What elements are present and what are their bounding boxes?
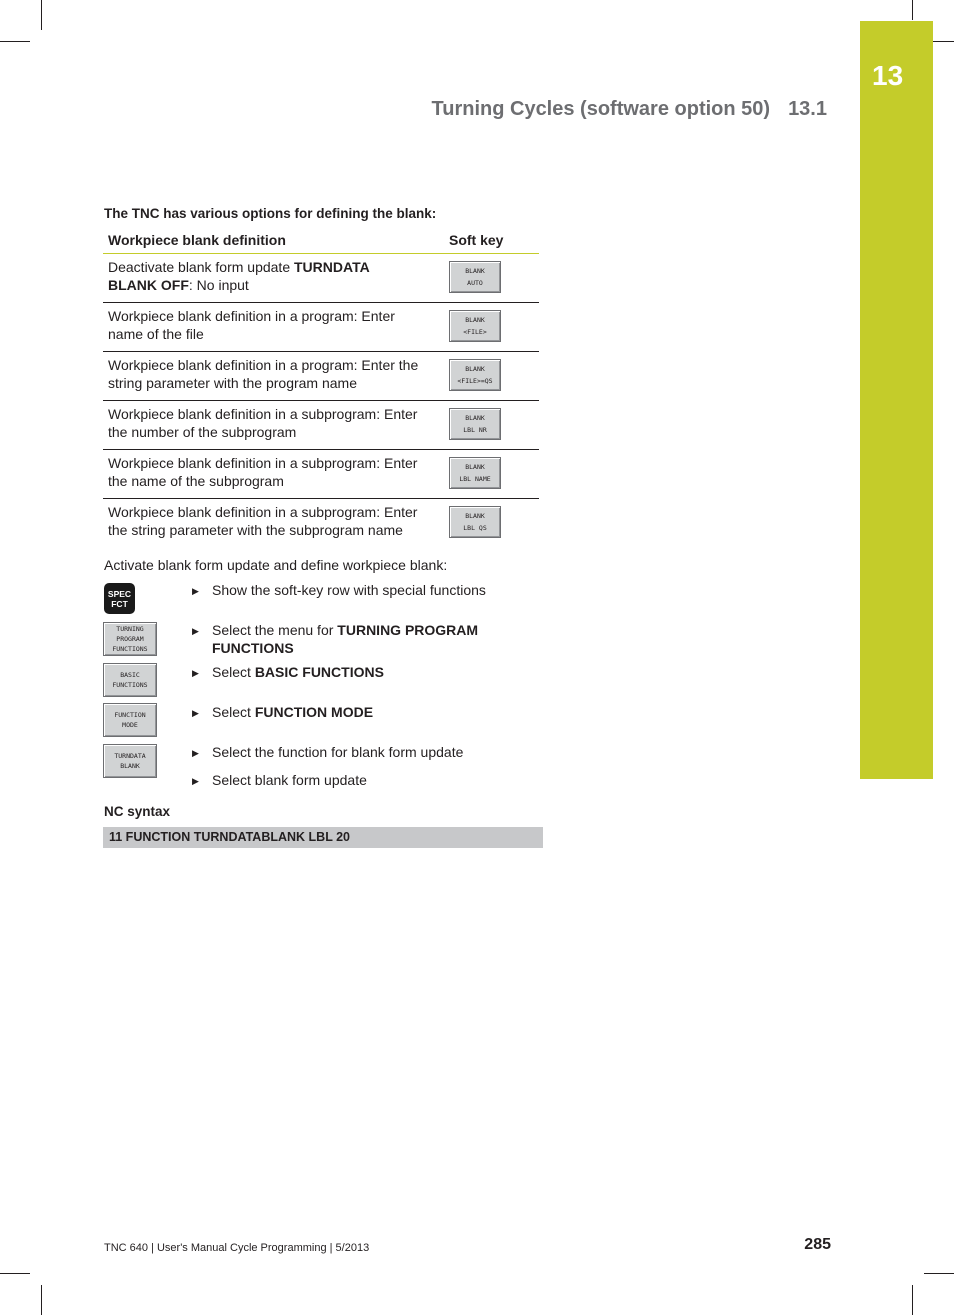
triangle-right-icon: ▶ [192, 668, 199, 678]
step-item: ▶ Select BASIC FUNCTIONS [192, 664, 384, 680]
row-description: Workpiece blank definition in a program: Enter the string parameter with the program name [103, 352, 425, 401]
row-description: Deactivate blank form update TURNDATA BLANK OFF: No input [103, 254, 425, 303]
header-section: 13.1 [788, 98, 827, 120]
softkey-blank-file-qs[interactable]: BLANK <FILE>=QS [449, 359, 501, 391]
softkey-function-mode[interactable]: FUNCTION MODE [103, 703, 157, 737]
crop-mark [0, 1273, 30, 1274]
crop-mark [924, 1273, 954, 1274]
row-description: Workpiece blank definition in a program: Enter name of the file [103, 303, 425, 352]
row-description: Workpiece blank definition in a subprogram: Enter the number of the subprogram [103, 401, 425, 450]
softkey-blank-lbl-name[interactable]: BLANK LBL NAME [449, 457, 501, 489]
crop-mark [912, 1285, 913, 1315]
triangle-right-icon: ▶ [192, 708, 199, 718]
softkey-blank-lbl-nr[interactable]: BLANK LBL NR [449, 408, 501, 440]
blank-definition-table [103, 227, 539, 547]
softkey-basic-functions[interactable]: BASIC FUNCTIONS [103, 663, 157, 697]
chapter-number: 13 [872, 60, 904, 91]
softkey-blank-file[interactable]: BLANK <FILE> [449, 310, 501, 342]
row-description: Workpiece blank definition in a subprogram: Enter the string parameter with the subprogram name [108, 504, 418, 538]
table-row [103, 254, 539, 303]
row-description: Workpiece blank definition in a subprogram: Enter the name of the subprogram [103, 450, 425, 499]
table-row [103, 352, 539, 401]
spec-fct-key[interactable]: SPEC FCT [104, 583, 135, 614]
softkey-blank-auto[interactable]: BLANK AUTO [449, 261, 501, 293]
crop-mark [41, 0, 42, 30]
table-header-row [103, 227, 539, 254]
softkey-blank-lbl-qs[interactable]: BLANK LBL QS [449, 506, 501, 538]
chapter-tab [860, 21, 933, 779]
column-header: Workpiece blank definition [103, 227, 425, 254]
softkey-turning-program-functions[interactable]: TURNING PROGRAM FUNCTIONS [103, 622, 157, 656]
step-item: ▶ Select FUNCTION MODE [192, 704, 374, 720]
intro-heading: The TNC has various options for defining the blank: [104, 206, 437, 221]
header-title: Turning Cycles (software option 50) [431, 98, 771, 120]
nc-syntax-heading: NC syntax [104, 804, 171, 819]
triangle-right-icon: ▶ [192, 748, 199, 758]
triangle-right-icon: ▶ [192, 776, 199, 786]
column-header: Soft key [425, 227, 539, 254]
step-item: ▶ Select the menu for TURNING PROGRAM FUNCTIONS [192, 622, 479, 656]
table-row [103, 499, 539, 548]
crop-mark [41, 1285, 42, 1315]
table-row [103, 401, 539, 450]
nc-code-block: 11 FUNCTION TURNDATABLANK LBL 20 [103, 827, 543, 848]
page-footer: TNC 640 | User's Manual Cycle Programming | 5/2013 [104, 1242, 370, 1254]
crop-mark [0, 41, 30, 42]
step-item: ▶ Select blank form update [192, 772, 367, 788]
table-row [103, 450, 539, 499]
page-number: 285 [804, 1236, 831, 1253]
triangle-right-icon: ▶ [192, 586, 199, 596]
triangle-right-icon: ▶ [192, 626, 199, 636]
page-header [432, 98, 828, 121]
table-row [103, 303, 539, 352]
activate-text: Activate blank form update and define workpiece blank: [104, 557, 448, 573]
softkey-turndata-blank[interactable]: TURNDATA BLANK [103, 744, 157, 778]
step-item: ▶ Select the function for blank form update [192, 744, 464, 760]
step-item: ▶ Show the soft-key row with special functions [192, 582, 486, 598]
crop-mark [912, 0, 913, 20]
